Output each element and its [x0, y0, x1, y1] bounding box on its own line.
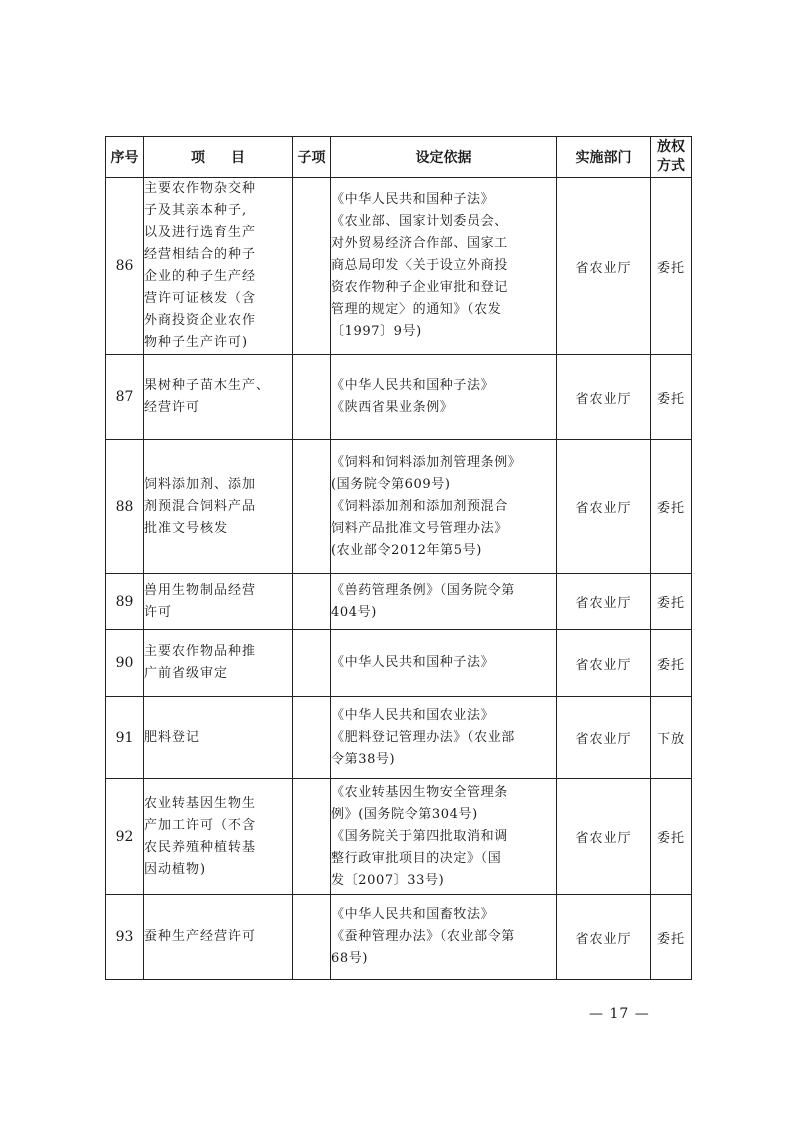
item-line: 经营相结合的种子 — [144, 247, 257, 262]
row-sub — [293, 895, 331, 980]
row-item — [144, 574, 293, 630]
item-line: 因动植物) — [144, 861, 207, 877]
row-mode: 委托 — [651, 630, 692, 697]
item-line: 批准文号核发 — [144, 520, 229, 536]
row-item — [144, 178, 293, 355]
item-line: 产加工许可（不含 — [144, 817, 257, 833]
row-mode: 委托 — [651, 895, 692, 980]
basis-line: 《国务院关于第四批取消和调 — [331, 828, 508, 844]
header-basis: 设定依据 — [331, 137, 557, 178]
basis-line: 整行政审批项目的决定》（国 — [331, 850, 502, 866]
row-seq: 88 — [106, 440, 144, 574]
table-row — [106, 895, 692, 980]
header-mode: 放权 方式 — [651, 137, 692, 178]
row-dept: 省农业厅 — [557, 574, 651, 630]
row-dept: 省农业厅 — [557, 895, 651, 980]
basis-line: 《中华人民共和国畜牧法》 — [331, 907, 495, 922]
basis-line: 〔1997〕9号) — [331, 324, 422, 339]
row-sub — [293, 178, 331, 355]
basis-line: 《中华人民共和国农业法》 — [331, 707, 495, 723]
basis-line: 《农业转基因生物安全管理条 — [331, 784, 508, 800]
table-row — [106, 440, 692, 574]
basis-line: 例》(国务院令第304号) — [331, 806, 478, 822]
basis-line: 管理的规定〉的通知》（农发 — [331, 302, 502, 317]
basis-line: (国务院令第609号) — [331, 476, 451, 492]
row-seq: 86 — [106, 178, 144, 355]
row-basis — [331, 574, 557, 630]
item-line: 兽用生物制品经营 — [144, 582, 257, 598]
row-item — [144, 779, 293, 895]
item-line: 营许可证核发（含 — [144, 291, 257, 306]
basis-line: 404号) — [331, 604, 377, 620]
row-item — [144, 697, 293, 779]
row-mode: 委托 — [651, 440, 692, 574]
row-mode: 下放 — [651, 697, 692, 779]
item-line: 农民养殖种植转基 — [144, 839, 257, 855]
row-sub — [293, 355, 331, 440]
row-mode: 委托 — [651, 178, 692, 355]
basis-line: 发〔2007〕33号) — [331, 872, 445, 888]
row-dept: 省农业厅 — [557, 697, 651, 779]
basis-line: 《兽药管理条例》（国务院令第 — [331, 582, 515, 598]
row-mode: 委托 — [651, 574, 692, 630]
row-sub — [293, 574, 331, 630]
table-row — [106, 178, 692, 355]
item-line: 经营许可 — [144, 400, 201, 415]
item-line: 企业的种子生产经 — [144, 269, 257, 284]
table-row — [106, 630, 692, 697]
page-number: — 17 — — [589, 1006, 650, 1022]
row-sub — [293, 630, 331, 697]
row-basis — [331, 779, 557, 895]
item-line: 蚕种生产经营许可 — [144, 929, 257, 944]
basis-line: 《农业部、国家计划委员会、 — [331, 214, 508, 229]
row-item — [144, 355, 293, 440]
row-basis — [331, 178, 557, 355]
row-basis — [331, 355, 557, 440]
row-basis — [331, 630, 557, 697]
header-seq: 序号 — [106, 137, 144, 178]
item-line: 主要农作物杂交种 — [144, 181, 257, 196]
row-sub — [293, 697, 331, 779]
row-seq: 91 — [106, 697, 144, 779]
item-line: 许可 — [144, 604, 173, 620]
basis-line: 令第38号) — [331, 751, 396, 767]
basis-line: 《饲料添加剂和添加剂预混合 — [331, 498, 508, 514]
basis-line: 商总局印发〈关于设立外商投 — [331, 258, 508, 273]
row-seq: 89 — [106, 574, 144, 630]
header-dept: 实施部门 — [557, 137, 651, 178]
row-item — [144, 895, 293, 980]
row-dept: 省农业厅 — [557, 178, 651, 355]
basis-line: 《中华人民共和国种子法》 — [331, 192, 495, 207]
row-dept: 省农业厅 — [557, 630, 651, 697]
basis-line: 68号) — [331, 951, 369, 966]
table-row — [106, 574, 692, 630]
row-seq: 93 — [106, 895, 144, 980]
table-row — [106, 779, 692, 895]
basis-line: 饲料产品批准文号管理办法》 — [331, 520, 508, 536]
row-mode: 委托 — [651, 779, 692, 895]
row-seq: 92 — [106, 779, 144, 895]
item-line: 果树种子苗木生产、 — [144, 378, 271, 393]
row-seq: 90 — [106, 630, 144, 697]
item-line: 外商投资企业农作 — [144, 313, 257, 328]
basis-line: 《肥料登记管理办法》（农业部 — [331, 729, 515, 745]
approval-items-table — [105, 136, 692, 980]
row-item — [144, 630, 293, 697]
item-line: 主要农作物品种推 — [144, 644, 257, 659]
row-dept: 省农业厅 — [557, 779, 651, 895]
header-sub: 子项 — [293, 137, 331, 178]
basis-line: 《中华人民共和国种子法》 — [331, 655, 495, 670]
row-basis — [331, 895, 557, 980]
item-line: 广前省级审定 — [144, 666, 229, 681]
basis-line: 《陕西省果业条例》 — [331, 400, 454, 415]
row-basis — [331, 697, 557, 779]
item-line: 物种子生产许可) — [144, 335, 249, 350]
item-line: 剂预混合饲料产品 — [144, 498, 257, 514]
row-sub — [293, 779, 331, 895]
basis-line: 对外贸易经济合作部、国家工 — [331, 236, 508, 251]
item-line: 农业转基因生物生 — [144, 795, 257, 811]
basis-line: 《蚕种管理办法》（农业部令第 — [331, 929, 515, 944]
item-line: 肥料登记 — [144, 729, 201, 745]
row-sub — [293, 440, 331, 574]
row-mode: 委托 — [651, 355, 692, 440]
table-row — [106, 355, 692, 440]
item-line: 以及进行选育生产 — [144, 225, 257, 240]
row-dept: 省农业厅 — [557, 355, 651, 440]
row-item — [144, 440, 293, 574]
row-dept: 省农业厅 — [557, 440, 651, 574]
basis-line: 资农作物种子企业审批和登记 — [331, 280, 508, 295]
row-seq: 87 — [106, 355, 144, 440]
row-basis — [331, 440, 557, 574]
header-item: 项 目 — [144, 137, 293, 178]
table-header-row — [106, 137, 692, 178]
table-row — [106, 697, 692, 779]
item-line: 饲料添加剂、添加 — [144, 476, 257, 492]
item-line: 子及其亲本种子, — [144, 203, 248, 218]
basis-line: (农业部令2012年第5号) — [331, 542, 482, 558]
basis-line: 《中华人民共和国种子法》 — [331, 378, 495, 393]
basis-line: 《饲料和饲料添加剂管理条例》 — [331, 454, 522, 470]
